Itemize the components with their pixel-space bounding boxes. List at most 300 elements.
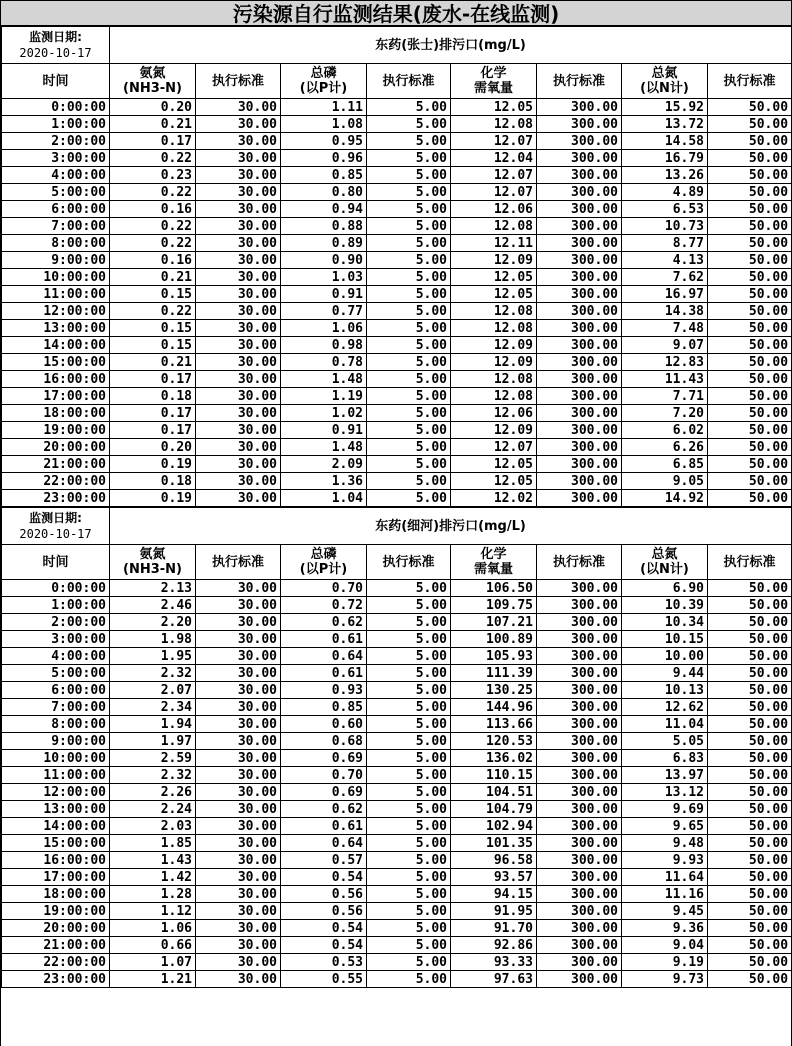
- value-cell: 12.08: [451, 303, 537, 320]
- value-cell: 5.00: [367, 920, 451, 937]
- value-cell: 5.00: [367, 99, 451, 116]
- time-cell: 12:00:00: [2, 303, 110, 320]
- value-cell: 300.00: [537, 801, 622, 818]
- value-cell: 5.00: [367, 286, 451, 303]
- value-cell: 5.00: [367, 903, 451, 920]
- value-cell: 5.00: [367, 439, 451, 456]
- value-cell: 30.00: [196, 580, 281, 597]
- value-cell: 100.89: [451, 631, 537, 648]
- value-cell: 5.00: [367, 269, 451, 286]
- table-row: [2, 597, 792, 614]
- time-cell: 16:00:00: [2, 852, 110, 869]
- time-cell: 0:00:00: [2, 580, 110, 597]
- time-cell: 4:00:00: [2, 167, 110, 184]
- value-cell: 2.09: [281, 456, 367, 473]
- value-cell: 50.00: [708, 167, 792, 184]
- value-cell: 30.00: [196, 167, 281, 184]
- value-cell: 12.62: [622, 699, 708, 716]
- time-cell: 12:00:00: [2, 784, 110, 801]
- value-cell: 7.20: [622, 405, 708, 422]
- value-cell: 11.04: [622, 716, 708, 733]
- value-cell: 30.00: [196, 835, 281, 852]
- value-cell: 0.61: [281, 818, 367, 835]
- value-cell: 2.13: [110, 580, 196, 597]
- value-cell: 50.00: [708, 337, 792, 354]
- table-row: [2, 422, 792, 439]
- value-cell: 50.00: [708, 750, 792, 767]
- table-row: [2, 405, 792, 422]
- value-cell: 50.00: [708, 439, 792, 456]
- value-cell: 12.83: [622, 354, 708, 371]
- value-cell: 13.26: [622, 167, 708, 184]
- value-cell: 50.00: [708, 631, 792, 648]
- value-cell: 0.90: [281, 252, 367, 269]
- value-cell: 300.00: [537, 473, 622, 490]
- value-cell: 300.00: [537, 150, 622, 167]
- value-cell: 2.32: [110, 665, 196, 682]
- time-cell: 23:00:00: [2, 490, 110, 507]
- value-cell: 50.00: [708, 682, 792, 699]
- value-cell: 300.00: [537, 167, 622, 184]
- value-cell: 1.07: [110, 954, 196, 971]
- table-row: [2, 201, 792, 218]
- outlet-block: [1, 507, 791, 988]
- time-cell: 9:00:00: [2, 252, 110, 269]
- value-cell: 9.07: [622, 337, 708, 354]
- table-row: [2, 648, 792, 665]
- value-cell: 50.00: [708, 937, 792, 954]
- monitoring-date: [2, 27, 110, 64]
- value-cell: 10.00: [622, 648, 708, 665]
- value-cell: 0.53: [281, 954, 367, 971]
- date-value: 2020-10-17: [19, 46, 92, 60]
- column-header-row: [2, 545, 792, 580]
- value-cell: 9.48: [622, 835, 708, 852]
- value-cell: 10.73: [622, 218, 708, 235]
- value-cell: 30.00: [196, 648, 281, 665]
- table-row: [2, 580, 792, 597]
- value-cell: 50.00: [708, 320, 792, 337]
- table-row: [2, 971, 792, 988]
- column-header: 执行标准: [367, 545, 451, 580]
- value-cell: 5.00: [367, 682, 451, 699]
- value-cell: 0.91: [281, 286, 367, 303]
- value-cell: 1.98: [110, 631, 196, 648]
- value-cell: 9.69: [622, 801, 708, 818]
- value-cell: 300.00: [537, 201, 622, 218]
- value-cell: 102.94: [451, 818, 537, 835]
- value-cell: 0.69: [281, 784, 367, 801]
- value-cell: 1.97: [110, 733, 196, 750]
- value-cell: 5.00: [367, 235, 451, 252]
- value-cell: 5.00: [367, 252, 451, 269]
- value-cell: 2.07: [110, 682, 196, 699]
- value-cell: 6.26: [622, 439, 708, 456]
- value-cell: 5.00: [367, 767, 451, 784]
- value-cell: 50.00: [708, 490, 792, 507]
- time-cell: 1:00:00: [2, 597, 110, 614]
- value-cell: 13.97: [622, 767, 708, 784]
- value-cell: 0.15: [110, 286, 196, 303]
- value-cell: 0.93: [281, 682, 367, 699]
- value-cell: 0.68: [281, 733, 367, 750]
- value-cell: 9.73: [622, 971, 708, 988]
- value-cell: 11.64: [622, 869, 708, 886]
- value-cell: 93.57: [451, 869, 537, 886]
- value-cell: 2.03: [110, 818, 196, 835]
- value-cell: 7.62: [622, 269, 708, 286]
- table-row: [2, 665, 792, 682]
- table-row: [2, 954, 792, 971]
- date-label: 监测日期:: [29, 30, 82, 44]
- value-cell: 50.00: [708, 784, 792, 801]
- value-cell: 7.71: [622, 388, 708, 405]
- value-cell: 110.15: [451, 767, 537, 784]
- table-row: [2, 116, 792, 133]
- value-cell: 0.22: [110, 235, 196, 252]
- value-cell: 1.12: [110, 903, 196, 920]
- value-cell: 0.95: [281, 133, 367, 150]
- time-cell: 22:00:00: [2, 473, 110, 490]
- value-cell: 12.06: [451, 405, 537, 422]
- value-cell: 30.00: [196, 903, 281, 920]
- value-cell: 1.06: [110, 920, 196, 937]
- column-header: 氨氮 (NH3-N): [110, 64, 196, 99]
- value-cell: 5.00: [367, 869, 451, 886]
- value-cell: 14.38: [622, 303, 708, 320]
- value-cell: 0.85: [281, 167, 367, 184]
- value-cell: 0.20: [110, 99, 196, 116]
- table-row: [2, 150, 792, 167]
- column-header: 执行标准: [196, 545, 281, 580]
- value-cell: 0.64: [281, 648, 367, 665]
- value-cell: 30.00: [196, 954, 281, 971]
- value-cell: 4.89: [622, 184, 708, 201]
- value-cell: 30.00: [196, 614, 281, 631]
- value-cell: 5.00: [367, 937, 451, 954]
- time-cell: 11:00:00: [2, 767, 110, 784]
- value-cell: 2.20: [110, 614, 196, 631]
- table-row: [2, 456, 792, 473]
- column-header-row: [2, 64, 792, 99]
- value-cell: 300.00: [537, 716, 622, 733]
- time-cell: 17:00:00: [2, 869, 110, 886]
- value-cell: 0.23: [110, 167, 196, 184]
- value-cell: 50.00: [708, 133, 792, 150]
- value-cell: 0.70: [281, 580, 367, 597]
- value-cell: 50.00: [708, 473, 792, 490]
- value-cell: 5.00: [367, 971, 451, 988]
- value-cell: 104.79: [451, 801, 537, 818]
- value-cell: 12.05: [451, 473, 537, 490]
- value-cell: 30.00: [196, 784, 281, 801]
- table-row: [2, 235, 792, 252]
- value-cell: 1.43: [110, 852, 196, 869]
- value-cell: 50.00: [708, 252, 792, 269]
- value-cell: 300.00: [537, 371, 622, 388]
- value-cell: 0.85: [281, 699, 367, 716]
- value-cell: 12.08: [451, 218, 537, 235]
- column-header: 执行标准: [708, 64, 792, 99]
- value-cell: 2.26: [110, 784, 196, 801]
- value-cell: 50.00: [708, 99, 792, 116]
- value-cell: 9.36: [622, 920, 708, 937]
- value-cell: 50.00: [708, 405, 792, 422]
- value-cell: 300.00: [537, 869, 622, 886]
- value-cell: 5.00: [367, 405, 451, 422]
- value-cell: 50.00: [708, 716, 792, 733]
- value-cell: 50.00: [708, 699, 792, 716]
- column-header: 总氮 (以N计): [622, 545, 708, 580]
- value-cell: 9.04: [622, 937, 708, 954]
- time-cell: 7:00:00: [2, 218, 110, 235]
- value-cell: 0.61: [281, 665, 367, 682]
- table-row: [2, 682, 792, 699]
- value-cell: 1.42: [110, 869, 196, 886]
- value-cell: 12.04: [451, 150, 537, 167]
- value-cell: 50.00: [708, 614, 792, 631]
- value-cell: 0.80: [281, 184, 367, 201]
- value-cell: 12.02: [451, 490, 537, 507]
- value-cell: 5.00: [367, 733, 451, 750]
- value-cell: 14.58: [622, 133, 708, 150]
- column-header: 总氮 (以N计): [622, 64, 708, 99]
- time-cell: 20:00:00: [2, 920, 110, 937]
- value-cell: 0.20: [110, 439, 196, 456]
- table-row: [2, 439, 792, 456]
- value-cell: 30.00: [196, 852, 281, 869]
- value-cell: 0.69: [281, 750, 367, 767]
- value-cell: 12.08: [451, 388, 537, 405]
- value-cell: 2.32: [110, 767, 196, 784]
- value-cell: 5.00: [367, 116, 451, 133]
- value-cell: 12.11: [451, 235, 537, 252]
- value-cell: 91.95: [451, 903, 537, 920]
- value-cell: 5.00: [367, 473, 451, 490]
- value-cell: 300.00: [537, 750, 622, 767]
- value-cell: 1.11: [281, 99, 367, 116]
- value-cell: 0.18: [110, 388, 196, 405]
- value-cell: 30.00: [196, 665, 281, 682]
- value-cell: 300.00: [537, 920, 622, 937]
- outlet-name: 东药(细河)排污口(mg/L): [110, 508, 792, 545]
- value-cell: 300.00: [537, 388, 622, 405]
- value-cell: 10.13: [622, 682, 708, 699]
- table-row: [2, 99, 792, 116]
- value-cell: 50.00: [708, 733, 792, 750]
- value-cell: 5.00: [367, 490, 451, 507]
- value-cell: 300.00: [537, 99, 622, 116]
- report-title: 污染源自行监测结果(废水-在线监测): [1, 0, 791, 26]
- value-cell: 5.00: [367, 784, 451, 801]
- table-row: [2, 886, 792, 903]
- value-cell: 300.00: [537, 937, 622, 954]
- value-cell: 0.57: [281, 852, 367, 869]
- value-cell: 300.00: [537, 852, 622, 869]
- value-cell: 12.05: [451, 99, 537, 116]
- value-cell: 0.22: [110, 184, 196, 201]
- value-cell: 300.00: [537, 903, 622, 920]
- value-cell: 30.00: [196, 490, 281, 507]
- value-cell: 300.00: [537, 456, 622, 473]
- value-cell: 97.63: [451, 971, 537, 988]
- value-cell: 0.56: [281, 903, 367, 920]
- value-cell: 30.00: [196, 937, 281, 954]
- value-cell: 50.00: [708, 818, 792, 835]
- column-header: 执行标准: [367, 64, 451, 99]
- value-cell: 1.08: [281, 116, 367, 133]
- value-cell: 12.09: [451, 422, 537, 439]
- value-cell: 0.21: [110, 354, 196, 371]
- table-row: [2, 631, 792, 648]
- table-row: [2, 937, 792, 954]
- value-cell: 16.79: [622, 150, 708, 167]
- value-cell: 5.00: [367, 456, 451, 473]
- value-cell: 0.89: [281, 235, 367, 252]
- value-cell: 300.00: [537, 252, 622, 269]
- value-cell: 0.56: [281, 886, 367, 903]
- value-cell: 50.00: [708, 971, 792, 988]
- time-cell: 5:00:00: [2, 665, 110, 682]
- value-cell: 106.50: [451, 580, 537, 597]
- value-cell: 0.17: [110, 405, 196, 422]
- value-cell: 5.00: [367, 201, 451, 218]
- column-header: 时间: [2, 545, 110, 580]
- value-cell: 1.06: [281, 320, 367, 337]
- time-cell: 14:00:00: [2, 337, 110, 354]
- value-cell: 1.48: [281, 439, 367, 456]
- value-cell: 300.00: [537, 767, 622, 784]
- time-cell: 22:00:00: [2, 954, 110, 971]
- value-cell: 300.00: [537, 218, 622, 235]
- value-cell: 30.00: [196, 597, 281, 614]
- value-cell: 30.00: [196, 269, 281, 286]
- value-cell: 50.00: [708, 767, 792, 784]
- value-cell: 15.92: [622, 99, 708, 116]
- table-row: [2, 303, 792, 320]
- value-cell: 30.00: [196, 184, 281, 201]
- time-cell: 14:00:00: [2, 818, 110, 835]
- value-cell: 30.00: [196, 631, 281, 648]
- value-cell: 300.00: [537, 490, 622, 507]
- value-cell: 0.15: [110, 320, 196, 337]
- time-cell: 18:00:00: [2, 886, 110, 903]
- value-cell: 0.19: [110, 456, 196, 473]
- value-cell: 30.00: [196, 767, 281, 784]
- value-cell: 30.00: [196, 116, 281, 133]
- value-cell: 30.00: [196, 150, 281, 167]
- value-cell: 50.00: [708, 852, 792, 869]
- value-cell: 0.19: [110, 490, 196, 507]
- monitoring-blocks: [1, 26, 791, 988]
- value-cell: 9.93: [622, 852, 708, 869]
- value-cell: 0.62: [281, 614, 367, 631]
- value-cell: 0.61: [281, 631, 367, 648]
- value-cell: 0.22: [110, 150, 196, 167]
- value-cell: 12.05: [451, 269, 537, 286]
- time-cell: 15:00:00: [2, 354, 110, 371]
- table-row: [2, 818, 792, 835]
- value-cell: 12.07: [451, 167, 537, 184]
- time-cell: 13:00:00: [2, 320, 110, 337]
- value-cell: 50.00: [708, 354, 792, 371]
- value-cell: 5.00: [367, 422, 451, 439]
- value-cell: 1.19: [281, 388, 367, 405]
- value-cell: 144.96: [451, 699, 537, 716]
- value-cell: 5.00: [367, 303, 451, 320]
- value-cell: 0.66: [110, 937, 196, 954]
- column-header: 总磷 (以P计): [281, 545, 367, 580]
- value-cell: 50.00: [708, 184, 792, 201]
- column-header: 执行标准: [537, 64, 622, 99]
- table-row: [2, 354, 792, 371]
- value-cell: 12.05: [451, 286, 537, 303]
- date-value: 2020-10-17: [19, 527, 92, 541]
- value-cell: 5.00: [367, 354, 451, 371]
- time-cell: 13:00:00: [2, 801, 110, 818]
- value-cell: 300.00: [537, 665, 622, 682]
- time-cell: 10:00:00: [2, 269, 110, 286]
- outlet-name: 东药(张士)排污口(mg/L): [110, 27, 792, 64]
- value-cell: 5.00: [367, 614, 451, 631]
- value-cell: 300.00: [537, 184, 622, 201]
- table-row: [2, 716, 792, 733]
- value-cell: 10.39: [622, 597, 708, 614]
- value-cell: 300.00: [537, 337, 622, 354]
- column-header: 执行标准: [537, 545, 622, 580]
- table-row: [2, 750, 792, 767]
- value-cell: 30.00: [196, 252, 281, 269]
- value-cell: 5.00: [367, 167, 451, 184]
- value-cell: 30.00: [196, 699, 281, 716]
- value-cell: 300.00: [537, 422, 622, 439]
- table-row: [2, 733, 792, 750]
- time-cell: 16:00:00: [2, 371, 110, 388]
- value-cell: 0.62: [281, 801, 367, 818]
- value-cell: 4.13: [622, 252, 708, 269]
- value-cell: 0.18: [110, 473, 196, 490]
- value-cell: 300.00: [537, 784, 622, 801]
- value-cell: 1.28: [110, 886, 196, 903]
- value-cell: 0.22: [110, 218, 196, 235]
- table-row: [2, 835, 792, 852]
- monitoring-table: [1, 507, 792, 988]
- table-row: [2, 767, 792, 784]
- value-cell: 6.53: [622, 201, 708, 218]
- value-cell: 50.00: [708, 835, 792, 852]
- time-cell: 18:00:00: [2, 405, 110, 422]
- value-cell: 12.09: [451, 337, 537, 354]
- value-cell: 12.07: [451, 439, 537, 456]
- value-cell: 13.72: [622, 116, 708, 133]
- value-cell: 300.00: [537, 286, 622, 303]
- column-header: 化学 需氧量: [451, 545, 537, 580]
- value-cell: 6.02: [622, 422, 708, 439]
- column-header: 执行标准: [196, 64, 281, 99]
- value-cell: 5.00: [367, 150, 451, 167]
- time-cell: 3:00:00: [2, 631, 110, 648]
- value-cell: 30.00: [196, 235, 281, 252]
- value-cell: 50.00: [708, 920, 792, 937]
- time-cell: 2:00:00: [2, 614, 110, 631]
- value-cell: 30.00: [196, 439, 281, 456]
- value-cell: 30.00: [196, 473, 281, 490]
- value-cell: 11.16: [622, 886, 708, 903]
- table-row: [2, 269, 792, 286]
- time-cell: 0:00:00: [2, 99, 110, 116]
- value-cell: 30.00: [196, 750, 281, 767]
- value-cell: 12.09: [451, 354, 537, 371]
